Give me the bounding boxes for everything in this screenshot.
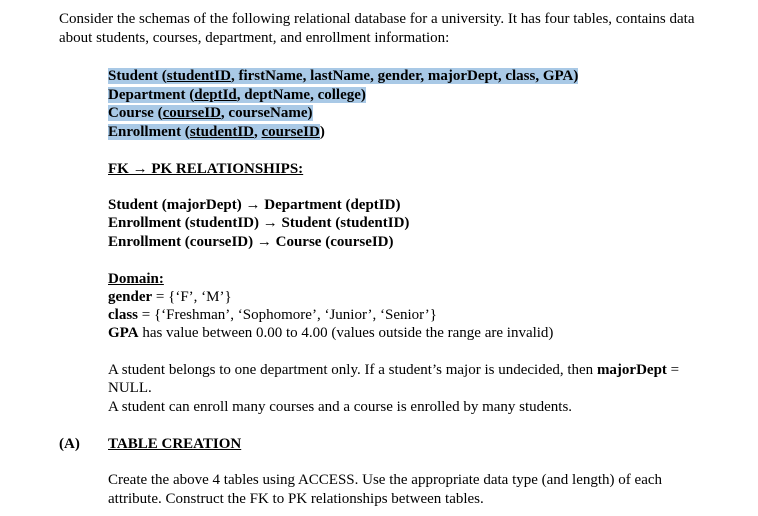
- schema-student-name: Student (: [108, 68, 167, 84]
- schema-course-rest: , courseName): [220, 105, 313, 121]
- schema-department-pk: deptId: [194, 87, 237, 103]
- schema-department-name: Department (: [108, 87, 195, 103]
- note-null: NULL.: [108, 380, 152, 396]
- domain-gender: [108, 288, 232, 307]
- note-department-post: =: [666, 362, 680, 378]
- relationship-student-department: Student (majorDept) → Department (deptID): [108, 197, 401, 213]
- domain-class: [108, 306, 437, 325]
- fk-heading: FK → PK RELATIONSHIPS:: [108, 161, 304, 177]
- schema-course: [108, 104, 313, 123]
- note-department-bold: majorDept: [596, 362, 667, 378]
- note-enroll: A student can enroll many courses and a course is enrolled by many students.: [108, 399, 573, 415]
- intro-line-1: Consider the schemas of the following relational database for a university. It has four tables, contains data: [59, 11, 695, 27]
- section-a-label: (A): [59, 436, 80, 452]
- domain-gender-label: gender: [108, 289, 153, 305]
- schema-student-pk: studentID: [166, 68, 231, 84]
- note-department-pre: A student belongs to one department only. If a student’s major is undecided, then: [108, 362, 597, 378]
- schema-enrollment-name: Enrollment (: [108, 124, 190, 140]
- domain-gpa: [108, 324, 553, 343]
- section-a-line-1: Create the above 4 tables using ACCESS. Use the appropriate data type (and length) of each: [108, 472, 663, 488]
- schema-enrollment-sep: ,: [254, 124, 262, 140]
- relationship-enrollment-student: Enrollment (studentID) → Student (studentID): [108, 215, 410, 231]
- schema-student: [108, 67, 578, 86]
- domain-heading: Domain:: [108, 271, 164, 287]
- domain-class-label: class: [108, 307, 138, 323]
- note-department: [108, 361, 679, 380]
- schema-student-rest: , firstName, lastName, gender, majorDept, class, GPA): [230, 68, 579, 84]
- schema-enrollment-pk1: studentID: [189, 124, 254, 140]
- schema-department: [108, 86, 366, 105]
- schema-enrollment: [108, 123, 325, 142]
- schema-department-rest: , deptName, college): [236, 87, 366, 103]
- section-a-title: TABLE CREATION: [108, 436, 242, 452]
- relationship-enrollment-course: Enrollment (courseID) → Course (courseID): [108, 234, 394, 250]
- intro-line-2: about students, courses, department, and enrollment information:: [59, 30, 450, 46]
- schema-enrollment-pk2: courseID: [261, 124, 320, 140]
- schema-course-name: Course (: [108, 105, 163, 121]
- domain-gpa-value: has value between 0.00 to 4.00 (values outside the range are invalid): [138, 325, 554, 341]
- schema-course-pk: courseID: [162, 105, 221, 121]
- schema-enrollment-close: ): [319, 124, 325, 140]
- domain-gpa-label: GPA: [108, 325, 139, 341]
- section-a-line-2: attribute. Construct the FK to PK relationships between tables.: [108, 491, 484, 507]
- domain-gender-value: = {‘F’, ‘M’}: [152, 289, 232, 305]
- domain-class-value: = {‘Freshman’, ‘Sophomore’, ‘Junior’, ‘Senior’}: [138, 307, 437, 323]
